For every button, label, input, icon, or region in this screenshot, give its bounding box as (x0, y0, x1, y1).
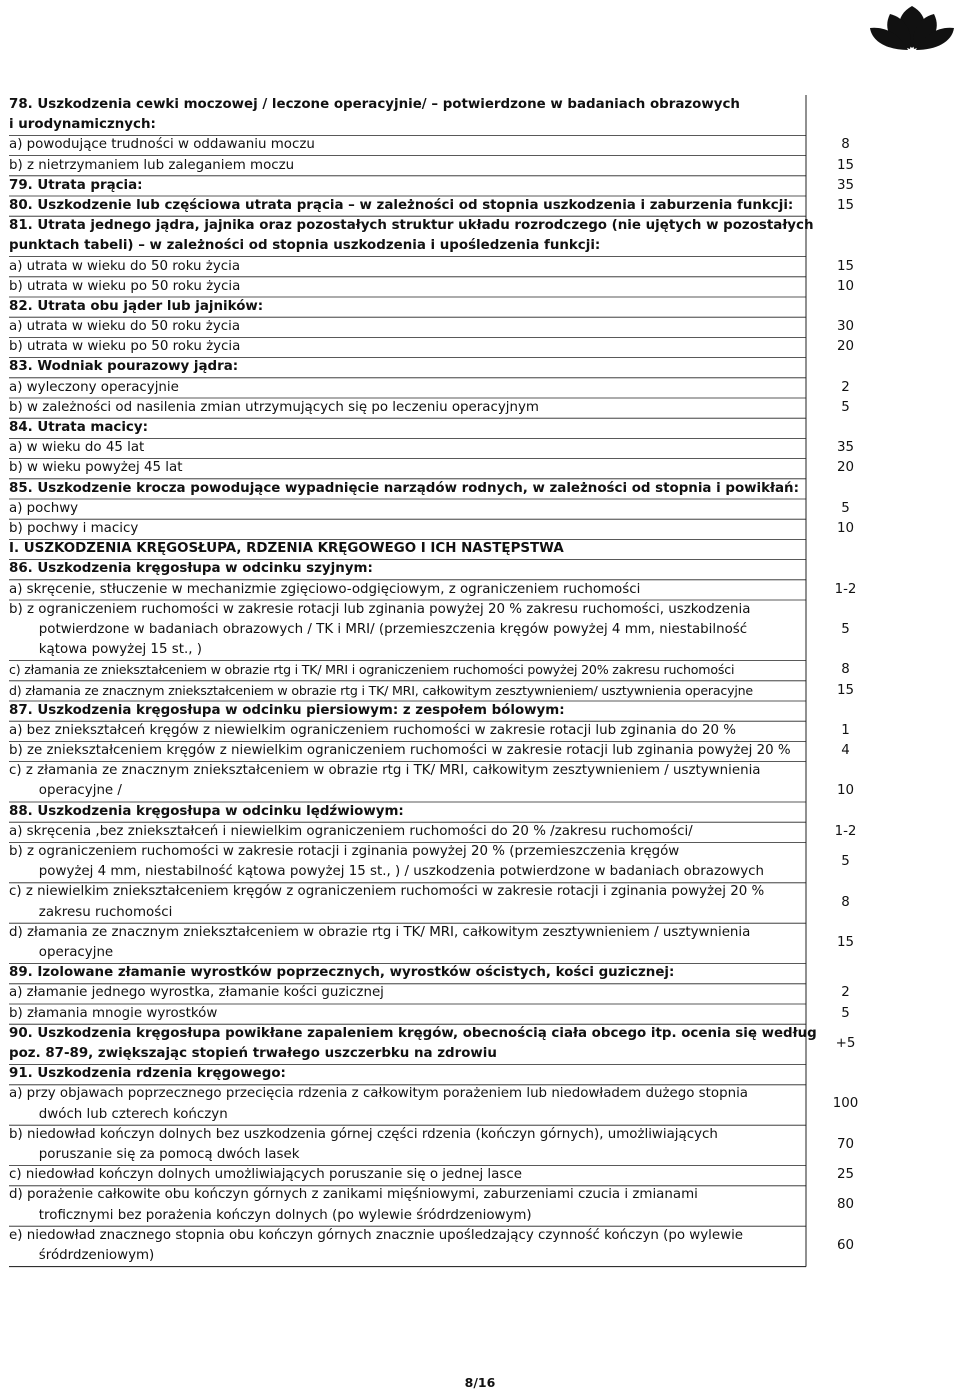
table-row (9, 539, 885, 559)
row-value: 1 (841, 722, 850, 738)
table-row (9, 802, 885, 822)
row-text (9, 156, 806, 176)
table-row (9, 1165, 885, 1185)
table-row (9, 257, 885, 277)
row-text-line: kątowa powyżej 15 st., ) (9, 642, 202, 658)
row-text-line: powyżej 4 mm, niestabilność kątowa powyżej 15 st., ) / uszkodzenia potwierdzone w badaniach obrazowych (9, 864, 764, 880)
row-value: 2 (841, 379, 850, 395)
row-text-line: zakresu ruchomości (9, 904, 173, 920)
table-row (9, 761, 885, 801)
table-row (9, 1024, 885, 1064)
row-value: 10 (836, 783, 855, 799)
row-text (9, 580, 806, 600)
row-text (9, 135, 806, 155)
row-text-line: c) złamania ze zniekształceniem w obrazie rtg i TK/ MRI i ograniczeniem ruchomości powyżej 20% zakresu ruchomości (9, 662, 735, 678)
row-text (9, 257, 806, 277)
row-text-line: 91. Uszkodzenia rdzenia kręgowego: (9, 1066, 286, 1082)
row-value: 10 (836, 278, 855, 294)
row-heading (9, 176, 806, 196)
row-text-line: a) w wieku do 45 lat (9, 440, 145, 456)
row-text-line: a) utrata w wieku do 50 roku życia (9, 258, 241, 274)
table-row (9, 882, 885, 922)
row-value (806, 95, 885, 135)
table-row (9, 297, 885, 317)
table-row (9, 277, 885, 297)
table-row (9, 479, 885, 499)
row-heading (9, 418, 806, 438)
table-row (9, 741, 885, 761)
row-value: +5 (835, 1035, 856, 1051)
row-text-line: 78. Uszkodzenia cewki moczowej / leczone operacyjnie/ – potwierdzone w badaniach obrazowych (9, 97, 740, 112)
row-text-line: a) powodujące trudności w oddawaniu moczu (9, 137, 315, 153)
row-heading (9, 1024, 817, 1064)
row-text-line: b) utrata w wieku po 50 roku życia (9, 278, 241, 294)
row-text-line: troficznymi bez porażenia kończyn dolnych (po wylewie śródrdzeniowym) (9, 1207, 532, 1223)
table-row (9, 1125, 885, 1165)
row-heading (9, 802, 806, 822)
row-value: 60 (836, 1237, 855, 1253)
row-value: 8 (841, 137, 850, 153)
row-text-line: c) niedowład kończyn dolnych umożliwiających poruszanie się o jednej lasce (9, 1167, 522, 1183)
row-text-line: b) niedowład kończyn dolnych bez uszkodzenia górnej części rdzenia (kończyn górnych), umożliwiających (9, 1126, 718, 1142)
row-text (9, 741, 806, 761)
row-text-line: a) złamanie jednego wyrostka, złamanie kości guzicznej (9, 985, 384, 1001)
row-value: 5 (841, 500, 850, 516)
row-heading (9, 963, 806, 983)
row-text-line: 90. Uszkodzenia kręgosłupa powikłane zapaleniem kręgów, obecnością ciała obcego itp. ocenia się według (9, 1025, 817, 1041)
table-row (9, 458, 885, 478)
table-row (9, 600, 885, 661)
row-value: 5 (841, 621, 850, 637)
row-value: 25 (836, 1167, 855, 1183)
row-value: 70 (836, 1136, 855, 1152)
row-heading (9, 559, 806, 579)
row-text (9, 660, 806, 680)
row-text-line: śródrdzeniowym) (9, 1247, 155, 1263)
row-value (806, 479, 885, 499)
row-text (9, 1226, 806, 1266)
table-row (9, 580, 885, 600)
row-text (9, 681, 806, 701)
row-text-line: 82. Utrata obu jąder lub jajników: (9, 298, 264, 314)
row-text-line: operacyjne (9, 945, 114, 960)
row-text-line: 88. Uszkodzenia kręgosłupa w odcinku lędźwiowym: (9, 803, 404, 819)
table-row (9, 923, 885, 963)
table-row (9, 721, 885, 741)
table-row (9, 1226, 885, 1266)
row-text-line: a) bez zniekształceń kręgów z niewielkim ograniczeniem ruchomości w zakresie rotacji lub zginania do 20 % (9, 722, 736, 738)
row-text-line: c) z złamania ze znacznym zniekształceniem w obrazie rtg i TK/ MRI, całkowitym zesztywnieniem / usztywnienia (9, 763, 761, 779)
table-row (9, 135, 885, 155)
row-text-line: potwierdzone w badaniach obrazowych / TK i MRI/ (przemieszczenia kręgów powyżej 4 mm, niestabilność (9, 621, 748, 637)
row-text-line: 79. Utrata prącia: (9, 177, 143, 193)
table-row (9, 499, 885, 519)
row-value: 15 (836, 157, 855, 173)
row-text (9, 983, 806, 1003)
row-text-line: b) złamania mnogie wyrostków (9, 1005, 218, 1021)
row-text-line: 83. Wodniak pourazowy jądra: (9, 359, 239, 375)
row-value: 35 (836, 440, 855, 456)
company-logo (866, 4, 958, 50)
row-value: 35 (836, 177, 855, 193)
table-row (9, 196, 885, 216)
row-text-line: operacyjne / (9, 783, 122, 799)
row-text-line: a) wyleczony operacyjnie (9, 379, 179, 395)
table-row (9, 418, 885, 438)
row-value: 80 (836, 1197, 855, 1213)
row-text-line: b) z nietrzymaniem lub zaleganiem moczu (9, 157, 295, 173)
row-value (806, 539, 885, 559)
row-text-line: poz. 87-89, zwiększając stopień trwałego uszczerbku na zdrowiu (9, 1045, 497, 1061)
row-text-line: dwóch lub czterech kończyn (9, 1106, 228, 1122)
row-heading (9, 357, 806, 377)
row-text (9, 822, 806, 842)
row-text-line: a) skręcenia ,bez zniekształceń i niewielkim ograniczeniem ruchomości do 20 % /zakresu ruchomości/ (9, 823, 693, 839)
row-text-line: d) złamania ze znacznym zniekształceniem w obrazie rtg i TK/ MRI, całkowitym zesztywnieniem/ usztywnienia operacyjne (9, 682, 753, 698)
row-heading (9, 701, 806, 721)
row-text (9, 337, 806, 357)
row-heading (9, 216, 814, 256)
row-text-line: 86. Uszkodzenia kręgosłupa w odcinku szyjnym: (9, 561, 373, 577)
row-value (806, 559, 885, 579)
row-text-line: punktach tabeli) – w zależności od stopnia uszkodzenia i upośledzenia funkcji: (9, 238, 601, 254)
row-text-line: b) w wieku powyżej 45 lat (9, 460, 183, 476)
row-text (9, 1185, 806, 1225)
row-text-line: I. USZKODZENIA KRĘGOSŁUPA, RDZENIA KRĘGOWEGO I ICH NASTĘPSTWA (9, 541, 564, 557)
table-row (9, 317, 885, 337)
row-text-line: b) pochwy i macicy (9, 520, 139, 536)
row-text-line: 84. Utrata macicy: (9, 420, 148, 436)
table-row (9, 822, 885, 842)
table-row (9, 983, 885, 1003)
row-text-line: e) niedowład znacznego stopnia obu kończyn górnych znacznie upośledzający czynność kończyn (po wylewie (9, 1227, 744, 1243)
row-heading (9, 196, 806, 216)
row-value (806, 1064, 885, 1084)
table-row (9, 1004, 885, 1024)
row-text (9, 317, 806, 337)
row-value: 8 (841, 894, 850, 910)
row-value (806, 357, 885, 377)
table-row (9, 176, 885, 196)
row-value: 15 (836, 934, 855, 950)
row-value: 10 (836, 520, 855, 536)
table-row (9, 519, 885, 539)
row-text (9, 398, 806, 418)
row-value (806, 802, 885, 822)
row-text (9, 761, 806, 801)
table-row (9, 1185, 885, 1225)
row-text (9, 600, 806, 661)
row-value: 1-2 (834, 823, 857, 839)
table-row (9, 216, 885, 256)
row-text (9, 1084, 806, 1124)
row-text (9, 1004, 806, 1024)
row-value: 15 (836, 682, 855, 698)
row-text (9, 277, 806, 297)
row-value: 15 (836, 258, 855, 274)
table-row (9, 660, 885, 680)
row-value (806, 418, 885, 438)
table-row (9, 337, 885, 357)
table-row (9, 1084, 885, 1124)
table-row (9, 559, 885, 579)
table-row (9, 438, 885, 458)
row-text-line: a) przy objawach poprzecznego przecięcia rdzenia z całkowitym porażeniem lub niedowładem dużego stopnia (9, 1086, 748, 1102)
table-row (9, 95, 885, 135)
table-row (9, 378, 885, 398)
row-text-line: d) porażenie całkowite obu kończyn górnych z zanikami mięśniowymi, zaburzeniami czucia i zmianami (9, 1187, 698, 1203)
row-value (806, 216, 885, 256)
row-value (806, 297, 885, 317)
row-value: 15 (836, 197, 855, 213)
table-row (9, 701, 885, 721)
row-text (9, 438, 806, 458)
injury-table (9, 95, 885, 1266)
row-text (9, 1165, 806, 1185)
row-text (9, 882, 806, 922)
page-number: 8/16 (464, 1375, 496, 1390)
row-text (9, 842, 806, 882)
row-text-line: a) skręcenie, stłuczenie w mechanizmie zgięciowo-odgięciowym, z ograniczeniem ruchomości (9, 581, 641, 597)
row-value: 5 (841, 854, 850, 870)
row-text (9, 499, 806, 519)
table-row (9, 156, 885, 176)
row-text-line: b) w zależności od nasilenia zmian utrzymujących się po leczeniu operacyjnym (9, 399, 539, 415)
row-text (9, 923, 806, 963)
table-row (9, 1064, 885, 1084)
table-row (9, 842, 885, 882)
row-text (9, 378, 806, 398)
row-text-line: i urodynamicznych: (9, 117, 156, 133)
row-text (9, 519, 806, 539)
row-text (9, 458, 806, 478)
row-text-line: b) z ograniczeniem ruchomości w zakresie rotacji lub zginania powyżej 20 % zakresu ruchomości, uszkodzenia (9, 601, 751, 617)
row-text-line: 87. Uszkodzenia kręgosłupa w odcinku piersiowym: z zespołem bólowym: (9, 702, 565, 718)
row-value (806, 701, 885, 721)
row-value: 5 (841, 1005, 850, 1021)
row-heading (9, 479, 806, 499)
row-text-line: d) złamania ze znacznym zniekształceniem w obrazie rtg i TK/ MRI, całkowitym zesztywnieniem / usztywnienia (9, 924, 751, 940)
row-text-line: b) ze zniekształceniem kręgów z niewielkim ograniczeniem ruchomości w zakresie rotacji lub zginania powyżej 20 % (9, 743, 791, 759)
table-row (9, 357, 885, 377)
row-heading (9, 95, 806, 135)
table-row (9, 398, 885, 418)
row-value: 100 (832, 1096, 859, 1112)
row-text-line: 81. Utrata jednego jądra, jajnika oraz pozostałych struktur układu rozrodczego (nie ujętych w pozostałych (9, 218, 814, 234)
row-text-line: 80. Uszkodzenie lub częściowa utrata prącia – w zależności od stopnia uszkodzenia i zaburzenia funkcji: (9, 197, 794, 213)
row-value: 20 (836, 460, 855, 476)
row-text-line: a) pochwy (9, 500, 79, 516)
row-text-line: poruszanie się za pomocą dwóch lasek (9, 1146, 300, 1162)
row-text (9, 1125, 806, 1165)
row-text-line: a) utrata w wieku do 50 roku życia (9, 319, 241, 335)
row-value: 2 (841, 985, 850, 1001)
row-value: 5 (841, 399, 850, 415)
row-text (9, 721, 806, 741)
row-text-line: b) utrata w wieku po 50 roku życia (9, 339, 241, 355)
row-value: 1-2 (834, 581, 857, 597)
row-heading (9, 1064, 806, 1084)
row-text-line: 89. Izolowane złamanie wyrostków poprzecznych, wyrostków ościstych, kości guzicznej: (9, 965, 675, 981)
table-row (9, 963, 885, 983)
row-value: 20 (836, 339, 855, 355)
row-value (806, 963, 885, 983)
row-text-line: 85. Uszkodzenie krocza powodujące wypadnięcie narządów rodnych, w zależności od stopnia i powikłań: (9, 480, 799, 496)
row-value: 30 (836, 319, 855, 335)
row-heading (9, 297, 806, 317)
row-text-line: b) z ograniczeniem ruchomości w zakresie rotacji i zginania powyżej 20 % (przemieszczenia kręgów (9, 844, 680, 860)
row-text-line: c) z niewielkim zniekształceniem kręgów z ograniczeniem ruchomości w zakresie rotacji i zginania powyżej 20 % (9, 884, 765, 900)
row-value: 4 (841, 743, 850, 759)
row-heading (9, 539, 806, 559)
table-row (9, 681, 885, 701)
row-value: 8 (841, 662, 850, 678)
